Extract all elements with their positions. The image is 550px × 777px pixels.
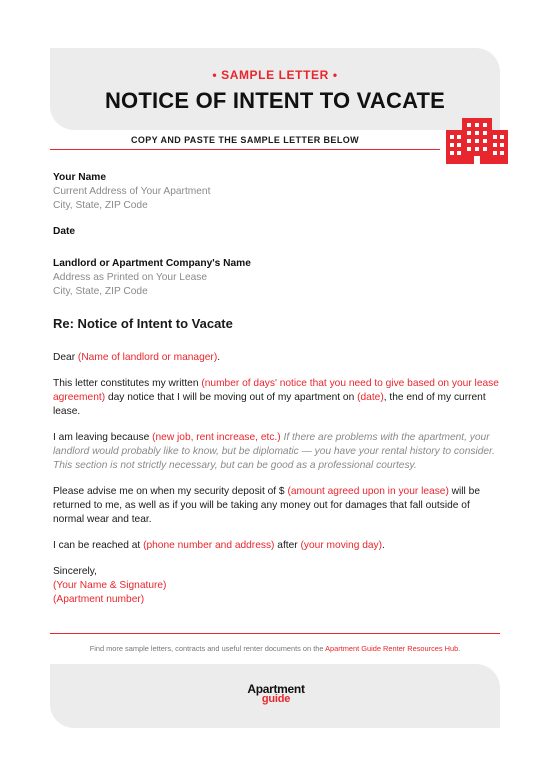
building-icon xyxy=(440,116,514,166)
copy-instruction: COPY AND PASTE THE SAMPLE LETTER BELOW xyxy=(50,130,440,150)
paragraph-notice xyxy=(53,377,501,419)
letter-body xyxy=(53,171,501,607)
salutation xyxy=(53,351,501,365)
closing-word: Sincerely, xyxy=(53,566,97,577)
footer-text xyxy=(50,644,500,653)
p3-text-c: will be returned to me, as well as if you will be taking any money out for damages that fall outside of normal wear and tear. xyxy=(53,486,480,525)
p4-text-c: after xyxy=(274,540,301,551)
paragraph-reason xyxy=(53,431,501,473)
p2-text-a: I am leaving because xyxy=(53,432,153,443)
sender-address: Current Address of Your Apartment xyxy=(53,186,211,197)
p1-text-c: day notice that I will be moving out of my apartment on xyxy=(105,392,358,403)
signature-placeholder: (Your Name & Signature) xyxy=(53,580,167,591)
apartment-guide-logo xyxy=(236,684,316,704)
contact-placeholder: (phone number and address) xyxy=(143,540,275,551)
reason-guidance: If there are problems with the apartment, your landlord would probably like to know, but be diplomatic — you have your rental history to consider. This section is not strictly necessary, but can be good as a professional courtesy. xyxy=(53,432,495,471)
p4-text-a: I can be reached at xyxy=(53,540,144,551)
paragraph-contact xyxy=(53,539,501,553)
notice-days-placeholder: (number of days' notice that you need to give based on your lease agreement) xyxy=(53,378,499,403)
apartment-number-placeholder: (Apartment number) xyxy=(53,594,145,605)
eyebrow-label: • SAMPLE LETTER • xyxy=(212,68,338,82)
p4-text-e: . xyxy=(382,540,385,551)
logo-line-2: guide xyxy=(261,693,291,705)
sender-block xyxy=(53,171,501,213)
paragraph-deposit xyxy=(53,485,501,527)
footer-suffix: . xyxy=(458,644,461,653)
recipient-city: City, State, ZIP Code xyxy=(53,286,148,297)
p1-text-e: , the end of my current lease. xyxy=(53,392,486,417)
salutation-suffix: . xyxy=(217,352,221,363)
footer-prefix: Find more sample letters, contracts and useful renter documents on the xyxy=(89,644,326,653)
date-label: Date xyxy=(53,226,76,237)
recipient-address: Address as Printed on Your Lease xyxy=(53,272,208,283)
sender-name: Your Name xyxy=(53,172,107,183)
reason-placeholder: (new job, rent increase, etc.) xyxy=(152,432,281,443)
resources-hub-link[interactable]: Apartment Guide Renter Resources Hub xyxy=(325,644,459,653)
recipient-block xyxy=(53,257,501,299)
landlord-placeholder: (Name of landlord or manager) xyxy=(77,352,218,363)
page-title: NOTICE OF INTENT TO VACATE xyxy=(104,88,446,113)
logo-line-1: Apartment xyxy=(247,682,305,696)
closing-block xyxy=(53,565,501,607)
sender-city: City, State, ZIP Code xyxy=(53,200,148,211)
p1-text-a: This letter constitutes my written xyxy=(53,378,202,389)
salutation-prefix: Dear xyxy=(53,352,78,363)
recipient-name: Landlord or Apartment Company's Name xyxy=(53,258,251,269)
subject-line: Re: Notice of Intent to Vacate xyxy=(53,316,233,331)
p3-text-a: Please advise me on when my security deposit of $ xyxy=(53,486,288,497)
deposit-placeholder: (amount agreed upon in your lease) xyxy=(287,486,449,497)
moving-day-placeholder: (your moving day) xyxy=(300,540,383,551)
footer-divider xyxy=(50,633,500,634)
date-block xyxy=(53,225,501,239)
date-placeholder: (date) xyxy=(357,392,384,403)
